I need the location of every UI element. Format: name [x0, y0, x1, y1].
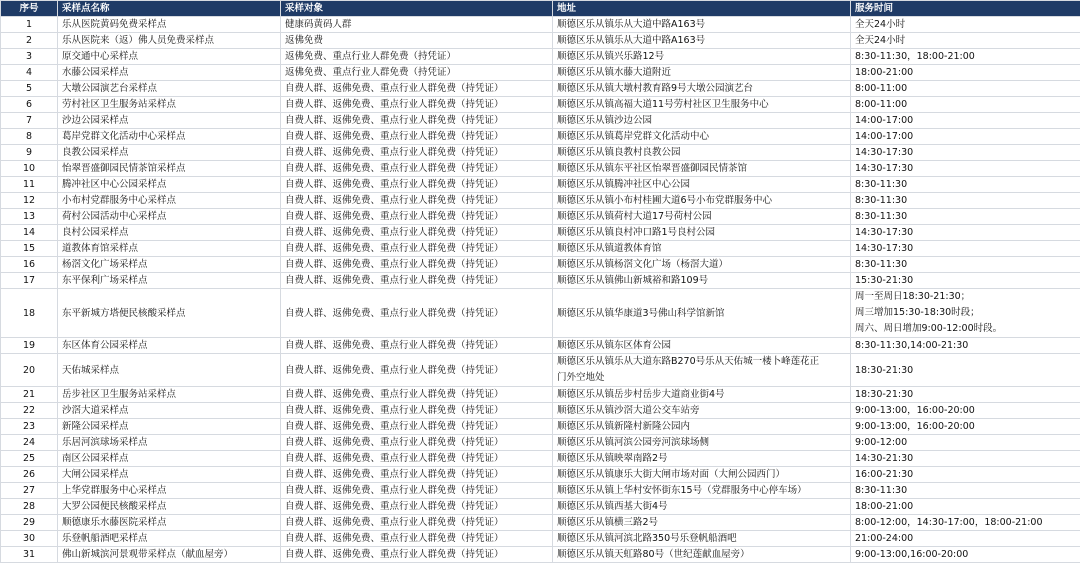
service-hours: 15:30-21:30 [851, 273, 1080, 289]
service-hours: 8:30-11:30 [851, 177, 1080, 193]
address: 顺德区乐从镇杨滘文化广场（杨滘大道） [553, 257, 851, 273]
target-group: 自费人群、返佛免费、重点行业人群免费（持凭证） [281, 113, 553, 129]
service-hours: 8:30-11:30 [851, 483, 1080, 499]
address: 顺德区乐从镇沙边公园 [553, 113, 851, 129]
row-index: 11 [1, 177, 58, 193]
table-row [1, 97, 1080, 113]
row-index: 14 [1, 225, 58, 241]
service-hours: 16:00-21:30 [851, 467, 1080, 483]
target-group: 自费人群、返佛免费、重点行业人群免费（持凭证） [281, 467, 553, 483]
target-group: 自费人群、返佛免费、重点行业人群免费（持凭证） [281, 354, 553, 387]
site-name: 新隆公园采样点 [58, 419, 281, 435]
table-row [1, 451, 1080, 467]
target-group: 自费人群、返佛免费、重点行业人群免费（持凭证） [281, 547, 553, 563]
table-row [1, 354, 1080, 387]
service-hours: 8:30-11:30,14:00-21:30 [851, 338, 1080, 354]
address: 顺德区乐从镇道教体育馆 [553, 241, 851, 257]
site-name: 道教体育馆采样点 [58, 241, 281, 257]
table-row [1, 129, 1080, 145]
site-name: 沙滘大道采样点 [58, 403, 281, 419]
target-group: 自费人群、返佛免费、重点行业人群免费（持凭证） [281, 531, 553, 547]
table-row [1, 403, 1080, 419]
service-hours-line: 周三增加15:30-18:30时段； [855, 305, 1076, 321]
table-row [1, 419, 1080, 435]
address: 顺德区乐从镇兴乐路12号 [553, 49, 851, 65]
table-header [1, 1, 1080, 17]
service-hours: 8:30-11:30 [851, 209, 1080, 225]
service-hours: 8:00-11:00 [851, 81, 1080, 97]
service-hours: 全天24小时 [851, 33, 1080, 49]
table-row [1, 81, 1080, 97]
service-hours: 8:00-11:00 [851, 97, 1080, 113]
table-row [1, 145, 1080, 161]
address: 顺德区乐从镇大墩村教育路9号大墩公园演艺台 [553, 81, 851, 97]
site-name: 乐居河滨球场采样点 [58, 435, 281, 451]
target-group: 自费人群、返佛免费、重点行业人群免费（持凭证） [281, 403, 553, 419]
row-index: 16 [1, 257, 58, 273]
row-index: 19 [1, 338, 58, 354]
service-hours: 18:00-21:00 [851, 499, 1080, 515]
site-name: 顺德康乐水藤医院采样点 [58, 515, 281, 531]
service-hours: 14:00-17:00 [851, 129, 1080, 145]
table-row [1, 257, 1080, 273]
table-row [1, 49, 1080, 65]
target-group: 自费人群、返佛免费、重点行业人群免费（持凭证） [281, 225, 553, 241]
address: 顺德区乐从镇小布村桂圃大道6号小布党群服务中心 [553, 193, 851, 209]
target-group: 自费人群、返佛免费、重点行业人群免费（持凭证） [281, 81, 553, 97]
target-group: 自费人群、返佛免费、重点行业人群免费（持凭证） [281, 483, 553, 499]
row-index: 29 [1, 515, 58, 531]
site-name: 东平新城方塔便民核酸采样点 [58, 289, 281, 338]
target-group: 自费人群、返佛免费、重点行业人群免费（持凭证） [281, 515, 553, 531]
row-index: 8 [1, 129, 58, 145]
target-group: 自费人群、返佛免费、重点行业人群免费（持凭证） [281, 161, 553, 177]
table-row [1, 531, 1080, 547]
target-group: 返佛免费 [281, 33, 553, 49]
row-index: 31 [1, 547, 58, 563]
service-hours: 14:00-17:00 [851, 113, 1080, 129]
site-name: 乐从医院黄码免费采样点 [58, 17, 281, 33]
site-name: 沙边公园采样点 [58, 113, 281, 129]
site-name: 南区公园采样点 [58, 451, 281, 467]
table-row [1, 33, 1080, 49]
address: 顺德区乐从镇华康道3号佛山科学馆新馆 [553, 289, 851, 338]
target-group: 自费人群、返佛免费、重点行业人群免费（持凭证） [281, 145, 553, 161]
table-row [1, 338, 1080, 354]
header-index: 序号 [1, 1, 58, 17]
site-name: 乐登帆船酒吧采样点 [58, 531, 281, 547]
table-row [1, 289, 1080, 338]
address: 顺德区乐从镇河滨北路350号乐登帆船酒吧 [553, 531, 851, 547]
service-hours: 21:00-24:00 [851, 531, 1080, 547]
table-row [1, 209, 1080, 225]
row-index: 9 [1, 145, 58, 161]
row-index: 4 [1, 65, 58, 81]
row-index: 27 [1, 483, 58, 499]
site-name: 杨滘文化广场采样点 [58, 257, 281, 273]
site-name: 良村公园采样点 [58, 225, 281, 241]
site-name: 劳村社区卫生服务站采样点 [58, 97, 281, 113]
address: 顺德区乐从镇水藤大道附近 [553, 65, 851, 81]
address-line: 门外空地处 [557, 370, 846, 386]
table-row [1, 193, 1080, 209]
service-hours: 9:00-13:00，16:00-20:00 [851, 419, 1080, 435]
site-name: 乐从医院来（返）佛人员免费采样点 [58, 33, 281, 49]
service-hours: 18:00-21:00 [851, 65, 1080, 81]
target-group: 自费人群、返佛免费、重点行业人群免费（持凭证） [281, 193, 553, 209]
table-row [1, 515, 1080, 531]
target-group: 返佛免费、重点行业人群免费（持凭证） [281, 49, 553, 65]
address: 顺德区乐从镇新隆村新隆公园内 [553, 419, 851, 435]
target-group: 自费人群、返佛免费、重点行业人群免费（持凭证） [281, 499, 553, 515]
site-name: 东区体育公园采样点 [58, 338, 281, 354]
header-address: 地址 [553, 1, 851, 17]
service-hours: 14:30-17:30 [851, 225, 1080, 241]
table-row [1, 387, 1080, 403]
row-index: 12 [1, 193, 58, 209]
row-index: 17 [1, 273, 58, 289]
service-hours-line: 周一至周日18:30-21:30； [855, 289, 1076, 305]
service-hours: 9:00-13:00,16:00-20:00 [851, 547, 1080, 563]
table-row [1, 113, 1080, 129]
site-name: 大闸公园采样点 [58, 467, 281, 483]
row-index: 28 [1, 499, 58, 515]
target-group: 自费人群、返佛免费、重点行业人群免费（持凭证） [281, 129, 553, 145]
service-hours [851, 289, 1080, 338]
target-group: 自费人群、返佛免费、重点行业人群免费（持凭证） [281, 419, 553, 435]
target-group: 自费人群、返佛免费、重点行业人群免费（持凭证） [281, 273, 553, 289]
service-hours: 8:00-12:00，14:30-17:00，18:00-21:00 [851, 515, 1080, 531]
address: 顺德区乐从镇天虹路80号（世纪莲献血屋旁） [553, 547, 851, 563]
row-index: 30 [1, 531, 58, 547]
address-line: 顺德区乐从镇乐从大道东路B270号乐从天佑城一楼卜峰莲花正 [557, 354, 846, 370]
site-name: 原交通中心采样点 [58, 49, 281, 65]
target-group: 自费人群、返佛免费、重点行业人群免费（持凭证） [281, 209, 553, 225]
service-hours: 8:30-11:30，18:00-21:00 [851, 49, 1080, 65]
service-hours: 14:30-17:30 [851, 161, 1080, 177]
service-hours: 14:30-17:30 [851, 241, 1080, 257]
address [553, 354, 851, 387]
address: 顺德区乐从镇横三路2号 [553, 515, 851, 531]
service-hours: 9:00-12:00 [851, 435, 1080, 451]
address: 顺德区乐从镇康乐大街大闸市场对面（大闸公园西门） [553, 467, 851, 483]
target-group: 自费人群、返佛免费、重点行业人群免费（持凭证） [281, 435, 553, 451]
header-site-name: 采样点名称 [58, 1, 281, 17]
address: 顺德区乐从镇荷村大道17号荷村公园 [553, 209, 851, 225]
service-hours: 18:30-21:30 [851, 387, 1080, 403]
site-name: 葛岸党群文化活动中心采样点 [58, 129, 281, 145]
target-group: 自费人群、返佛免费、重点行业人群免费（持凭证） [281, 289, 553, 338]
table-row [1, 435, 1080, 451]
site-name: 水藤公园采样点 [58, 65, 281, 81]
table-body [1, 17, 1080, 563]
row-index: 24 [1, 435, 58, 451]
address: 顺德区乐从镇西基大街4号 [553, 499, 851, 515]
table-row [1, 273, 1080, 289]
site-name: 大罗公园便民核酸采样点 [58, 499, 281, 515]
service-hours: 全天24小时 [851, 17, 1080, 33]
target-group: 自费人群、返佛免费、重点行业人群免费（持凭证） [281, 177, 553, 193]
site-name: 佛山新城滨河景观带采样点（献血屋旁） [58, 547, 281, 563]
table-row [1, 225, 1080, 241]
header-row [1, 1, 1080, 17]
service-hours: 8:30-11:30 [851, 193, 1080, 209]
service-hours: 14:30-17:30 [851, 145, 1080, 161]
row-index: 18 [1, 289, 58, 338]
header-target-group: 采样对象 [281, 1, 553, 17]
target-group: 自费人群、返佛免费、重点行业人群免费（持凭证） [281, 338, 553, 354]
target-group: 自费人群、返佛免费、重点行业人群免费（持凭证） [281, 97, 553, 113]
site-name: 上华党群服务中心采样点 [58, 483, 281, 499]
site-name: 怡翠晋盛御园民情茶馆采样点 [58, 161, 281, 177]
address: 顺德区乐从镇高福大道11号劳村社区卫生服务中心 [553, 97, 851, 113]
table-row [1, 241, 1080, 257]
row-index: 3 [1, 49, 58, 65]
service-hours: 8:30-11:30 [851, 257, 1080, 273]
address: 顺德区乐从镇葛岸党群文化活动中心 [553, 129, 851, 145]
table-row [1, 17, 1080, 33]
address: 顺德区乐从镇映翠南路2号 [553, 451, 851, 467]
service-hours-line: 周六、周日增加9:00-12:00时段。 [855, 321, 1076, 337]
table-row [1, 177, 1080, 193]
site-name: 荷村公园活动中心采样点 [58, 209, 281, 225]
table-row [1, 483, 1080, 499]
site-name: 岳步社区卫生服务站采样点 [58, 387, 281, 403]
table-row [1, 65, 1080, 81]
row-index: 23 [1, 419, 58, 435]
site-name: 小布村党群服务中心采样点 [58, 193, 281, 209]
table-row [1, 547, 1080, 563]
site-name: 天佑城采样点 [58, 354, 281, 387]
table-row [1, 467, 1080, 483]
site-name: 大墩公园演艺台采样点 [58, 81, 281, 97]
address: 顺德区乐从镇佛山新城裕和路109号 [553, 273, 851, 289]
target-group: 自费人群、返佛免费、重点行业人群免费（持凭证） [281, 451, 553, 467]
row-index: 26 [1, 467, 58, 483]
target-group: 返佛免费、重点行业人群免费（持凭证） [281, 65, 553, 81]
target-group: 自费人群、返佛免费、重点行业人群免费（持凭证） [281, 257, 553, 273]
address: 顺德区乐从镇良教村良教公园 [553, 145, 851, 161]
address: 顺德区乐从镇上华村安怀街东15号（党群服务中心停车场） [553, 483, 851, 499]
target-group: 自费人群、返佛免费、重点行业人群免费（持凭证） [281, 387, 553, 403]
address: 顺德区乐从镇河滨公园旁河滨球场侧 [553, 435, 851, 451]
address: 顺德区乐从镇沙滘大道公交车站旁 [553, 403, 851, 419]
row-index: 10 [1, 161, 58, 177]
row-index: 15 [1, 241, 58, 257]
row-index: 21 [1, 387, 58, 403]
target-group: 健康码黄码人群 [281, 17, 553, 33]
row-index: 22 [1, 403, 58, 419]
address: 顺德区乐从镇乐从大道中路A163号 [553, 33, 851, 49]
row-index: 13 [1, 209, 58, 225]
header-service-hours: 服务时间 [851, 1, 1080, 17]
row-index: 7 [1, 113, 58, 129]
table-row [1, 161, 1080, 177]
address: 顺德区乐从镇腾冲社区中心公园 [553, 177, 851, 193]
address: 顺德区乐从镇良村冲口路1号良村公园 [553, 225, 851, 241]
service-hours: 9:00-13:00，16:00-20:00 [851, 403, 1080, 419]
table-row [1, 499, 1080, 515]
row-index: 5 [1, 81, 58, 97]
target-group: 自费人群、返佛免费、重点行业人群免费（持凭证） [281, 241, 553, 257]
row-index: 2 [1, 33, 58, 49]
row-index: 1 [1, 17, 58, 33]
site-name: 良教公园采样点 [58, 145, 281, 161]
address: 顺德区乐从镇岳步村岳步大道商业街4号 [553, 387, 851, 403]
row-index: 6 [1, 97, 58, 113]
site-name: 腾冲社区中心公园采样点 [58, 177, 281, 193]
row-index: 20 [1, 354, 58, 387]
address: 顺德区乐从镇东平社区怡翠晋盛御园民情茶馆 [553, 161, 851, 177]
service-hours: 18:30-21:30 [851, 354, 1080, 387]
service-hours: 14:30-21:30 [851, 451, 1080, 467]
address: 顺德区乐从镇乐从大道中路A163号 [553, 17, 851, 33]
address: 顺德区乐从镇东区体育公园 [553, 338, 851, 354]
site-name: 东平保利广场采样点 [58, 273, 281, 289]
row-index: 25 [1, 451, 58, 467]
